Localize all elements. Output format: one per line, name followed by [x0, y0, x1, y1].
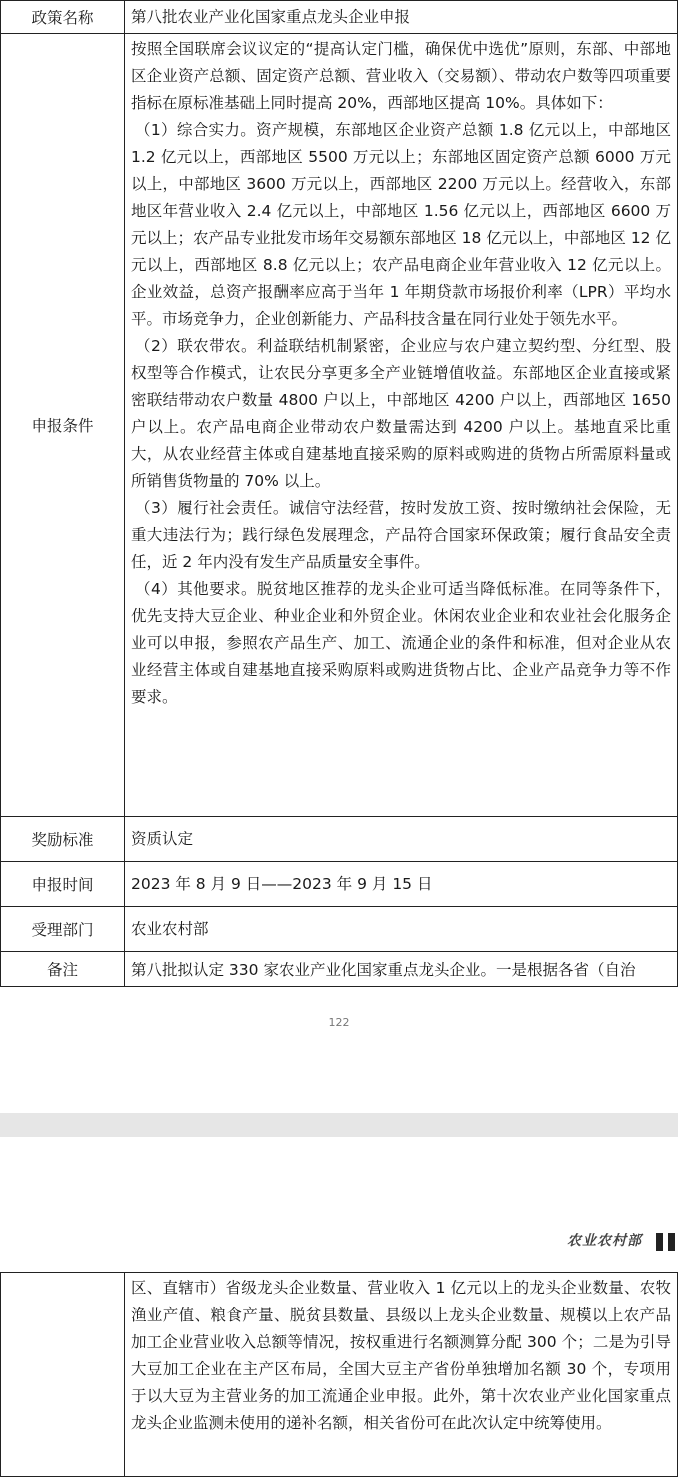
page-number: 122 [328, 1016, 350, 1029]
row-time [1, 862, 678, 907]
department-value: 农业农村部 [125, 907, 678, 952]
row-remarks-continued [1, 1273, 678, 1477]
condition-farmer-linkage: （2）联农带农。利益联结机制紧密，企业应与农户建立契约型、分红型、股权型等合作模式，让农民分享更多全产业链增值收益。东部地区企业直接或紧密联结带动农户数量 4800 户以上，中部地区 4200 户以上，西部地区 1650 户以上。农产品电商企业带动农户数量需达到 4200 户以上。基地直采比重大，从农业经营主体或自建基地直接采购的原料或购进的货物占所需原料量或所销售货物量的 70% 以上。 [131, 337, 671, 490]
policy-name-value: 第八批农业产业化国家重点龙头企业申报 [125, 1, 678, 34]
row-remarks [1, 952, 678, 987]
time-label: 申报时间 [1, 862, 125, 907]
condition-comprehensive-strength: （1）综合实力。资产规模，东部地区企业资产总额 1.8 亿元以上，中部地区 1.2 亿元以上，西部地区 5500 万元以上；东部地区固定资产总额 6000 万元以上，中部地区 3600 万元以上，西部地区 2200 万元以上。经营收入，东部地区年营业收入 2.4 亿元以上，中部地区 1.56 亿元以上，西部地区 6600 万元以上；农产品专业批发市场年交易额东部地区 18 亿元以上，中部地区 12 亿元以上，西部地区 8.8 亿元以上；农产品电商企业年营业收入 12 亿元以上。企业效益，总资产报酬率应高于当年 1 年期贷款市场报价利率（LPR）平均水平。市场竞争力，企业创新能力、产品科技含量在同行业处于领先水平。 [131, 121, 671, 328]
conditions-cell [125, 34, 678, 817]
remarks-continuation: 区、直辖市）省级龙头企业数量、营业收入 1 亿元以上的龙头企业数量、农牧渔业产值、粮食产量、脱贫县数量、县级以上龙头企业数量、规模以上农产品加工企业营业收入总额等情况，按权重进行名额测算分配 300 个；二是为引导大豆加工企业在主产区布局，全国大豆主产省份单独增加名额 30 个，专项用于以大豆为主营业务的加工流通企业申报。此外，第十次农业产业化国家重点龙头企业监测未使用的递补名额，相关省份可在此次认定中统筹使用。 [131, 1279, 671, 1432]
condition-social-responsibility: （3）履行社会责任。诚信守法经营，按时发放工资、按时缴纳社会保险，无重大违法行为；践行绿色发展理念，产品符合国家环保政策；履行食品安全责任，近 2 年内没有发生产品质量安全事件。 [131, 499, 671, 571]
row-conditions [1, 34, 678, 817]
row-policy-name [1, 1, 678, 34]
page-divider [0, 1113, 678, 1137]
reward-label: 奖励标准 [1, 817, 125, 862]
header-bars-icon [654, 1233, 678, 1251]
policy-name-label: 政策名称 [1, 1, 125, 34]
conditions-label: 申报条件 [1, 34, 125, 817]
department-label: 受理部门 [1, 907, 125, 952]
remarks-continuation-cell [125, 1273, 678, 1477]
remarks-label: 备注 [1, 952, 125, 987]
remarks-value: 第八批拟认定 330 家农业产业化国家重点龙头企业。一是根据各省（自治 [125, 952, 678, 987]
empty-label-cell [1, 1273, 125, 1477]
row-reward [1, 817, 678, 862]
page-123 [0, 1137, 678, 1479]
continuation-table [0, 1272, 678, 1477]
header-brand: 农业农村部 [567, 1233, 642, 1249]
row-department [1, 907, 678, 952]
reward-value: 资质认定 [125, 817, 678, 862]
conditions-intro: 按照全国联席会议议定的“提高认定门槛，确保优中选优”原则，东部、中部地区企业资产总额、固定资产总额、营业收入（交易额）、带动农户数等四项重要指标在原标准基础上同时提高 20%，西部地区提高 10%。具体如下： [131, 40, 671, 112]
time-value: 2023 年 8 月 9 日——2023 年 9 月 15 日 [125, 862, 678, 907]
condition-other-requirements: （4）其他要求。脱贫地区推荐的龙头企业可适当降低标准。在同等条件下，优先支持大豆企业、种业企业和外贸企业。休闲农业企业和农业社会化服务企业可以申报，参照农产品生产、加工、流通企业的条件和标准，但对企业从农业经营主体或自建基地直接采购原料或购进货物占比、企业产品竞争力等不作要求。 [131, 580, 671, 706]
